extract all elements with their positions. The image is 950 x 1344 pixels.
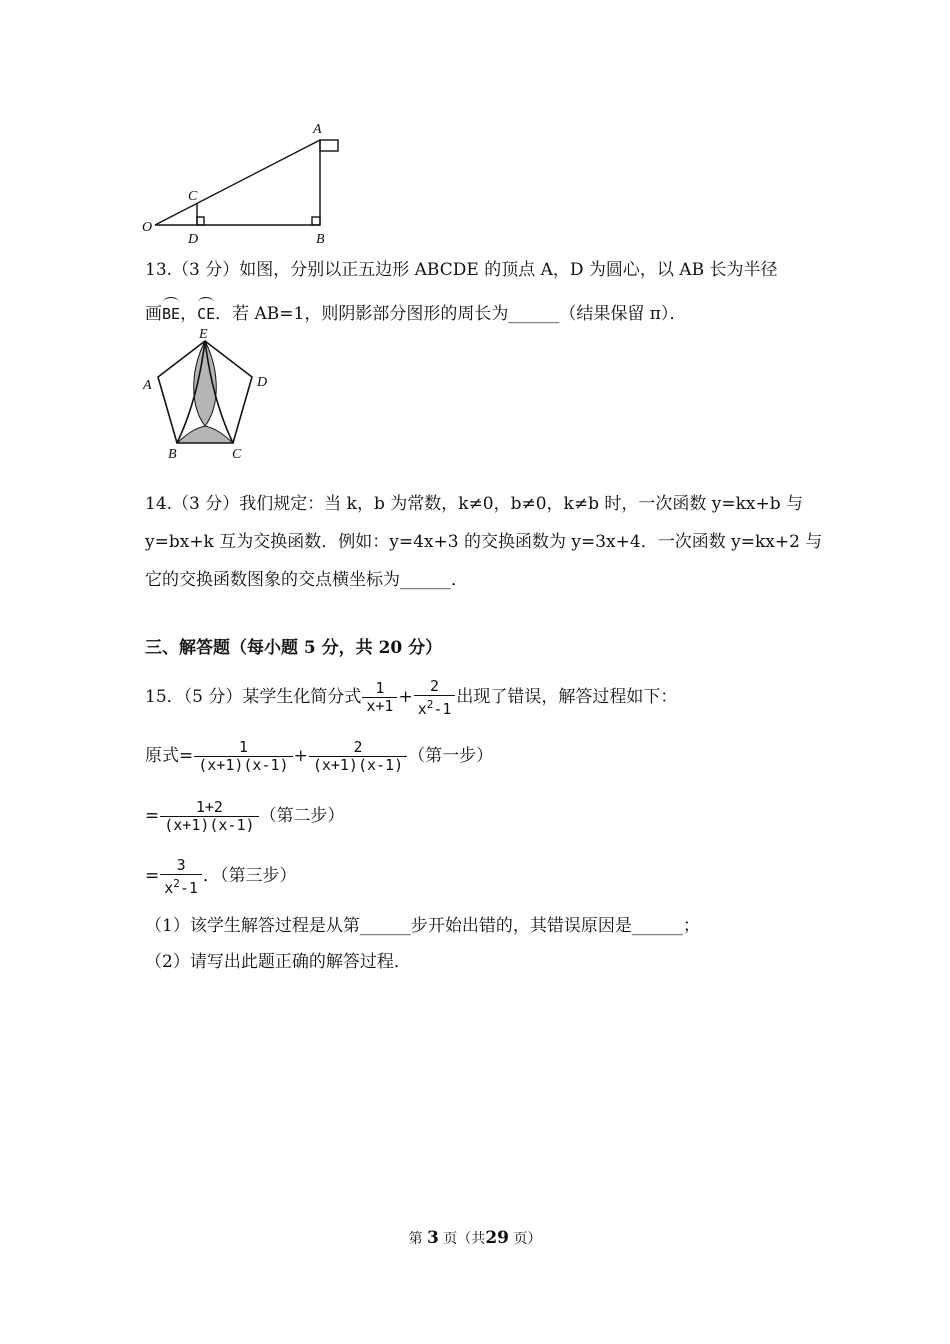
q14-line1: 14.（3 分）我们规定：当 k，b 为常数，k≠0，b≠0，k≠b 时，一次函数 y=kx+b 与 — [145, 494, 804, 514]
fraction-numerator: 3 — [176, 855, 186, 874]
q15-intro-text: 15．（5 分）某学生化简分式 — [145, 687, 362, 707]
q13-line1: 13.（3 分）如图，分别以正五边形 ABCDE 的顶点 A，D 为圆心，以 AB 长为半径 — [145, 260, 778, 280]
fraction-denominator — [414, 695, 456, 718]
step2-prefix: = — [145, 806, 160, 826]
label-b: B — [316, 232, 325, 247]
label-e: E — [199, 327, 208, 342]
section-three-title: 三、解答题（每小题 5 分，共 20 分） — [145, 638, 443, 658]
den-tail: -1 — [433, 699, 452, 718]
plus-sign: + — [398, 687, 413, 707]
q15-sub2: （2）请写出此题正确的解答过程． — [145, 952, 411, 972]
step3-fraction — [160, 857, 202, 897]
page-footer — [0, 1228, 950, 1248]
label-a: A — [313, 122, 322, 137]
fraction-numerator: 2 — [430, 676, 440, 695]
step1-fraction-2 — [309, 739, 407, 774]
label-a: A — [143, 378, 152, 393]
step3-label: ．（第三步） — [202, 866, 297, 886]
figure-pentagon — [135, 326, 285, 466]
plus-sign: + — [293, 746, 308, 766]
step2-fraction — [160, 799, 258, 834]
fraction-denominator: (x+1)(x-1) — [160, 816, 258, 834]
q15-intro-tail: 出现了错误，解答过程如下： — [456, 687, 678, 707]
q15-step1 — [145, 734, 493, 778]
den-base: x — [417, 699, 427, 718]
den-exponent: 2 — [426, 697, 434, 711]
q15-sub1: （1）该学生解答过程是从第______步开始出错的，其错误原因是______； — [145, 916, 700, 936]
den-exponent: 2 — [173, 876, 180, 890]
step1-prefix: 原式= — [145, 746, 194, 766]
arc-ce-notation: CE — [197, 296, 215, 326]
q13-line2 — [145, 296, 686, 326]
fraction-1-over-x-plus-1 — [362, 680, 397, 715]
den-tail: -1 — [179, 878, 198, 897]
footer-pre: 第 — [408, 1231, 423, 1247]
step1-fraction-1 — [194, 739, 292, 774]
q15-step3 — [145, 854, 296, 898]
label-o: O — [142, 220, 153, 235]
q15-intro — [145, 675, 677, 719]
step1-label: （第一步） — [408, 746, 494, 766]
step3-prefix: = — [145, 866, 160, 886]
right-angle-mark-d — [197, 217, 204, 225]
fraction-numerator: 2 — [353, 738, 363, 756]
fraction-denominator — [160, 874, 202, 897]
fraction-denominator: (x+1)(x-1) — [309, 756, 407, 774]
q15-step2 — [145, 794, 345, 838]
footer-post: 页） — [513, 1231, 542, 1247]
figure-right-triangle — [135, 118, 355, 248]
fraction-denominator: (x+1)(x-1) — [194, 756, 292, 774]
footer-mid: 页（共 — [443, 1231, 486, 1247]
page-number: 3 — [427, 1228, 439, 1248]
label-b: B — [168, 447, 177, 462]
shaded-lens-bottom — [177, 426, 233, 443]
total-pages: 29 — [485, 1228, 509, 1248]
fraction-denominator: x+1 — [362, 697, 397, 715]
q13-line2-pre: 画 — [145, 304, 162, 324]
den-base: x — [164, 878, 174, 897]
fraction-numerator: 1 — [375, 679, 385, 697]
label-c: C — [188, 189, 198, 204]
label-d: D — [257, 375, 268, 390]
label-c: C — [232, 447, 242, 462]
segment-oa — [155, 140, 320, 225]
right-angle-mark-b — [312, 217, 320, 225]
fraction-2-over-x2-minus-1 — [414, 678, 456, 718]
fraction-numerator: 1 — [238, 738, 248, 756]
q14-line3: 它的交换函数图象的交点横坐标为______． — [145, 570, 468, 590]
right-angle-mark-a — [320, 140, 338, 151]
arc-be-notation: BE — [162, 296, 180, 326]
q13-separator: ， — [180, 304, 198, 324]
fraction-numerator: 1+2 — [195, 798, 223, 816]
q14-line2: y=bx+k 互为交换函数．例如：y=4x+3 的交换函数为 y=3x+4．一次函数 y=kx+2 与 — [145, 532, 823, 552]
step2-label: （第二步） — [259, 806, 345, 826]
q13-line2-post: ．若 AB=1，则阴影部分图形的周长为______（结果保留 π）． — [215, 304, 687, 324]
label-d: D — [188, 232, 199, 247]
